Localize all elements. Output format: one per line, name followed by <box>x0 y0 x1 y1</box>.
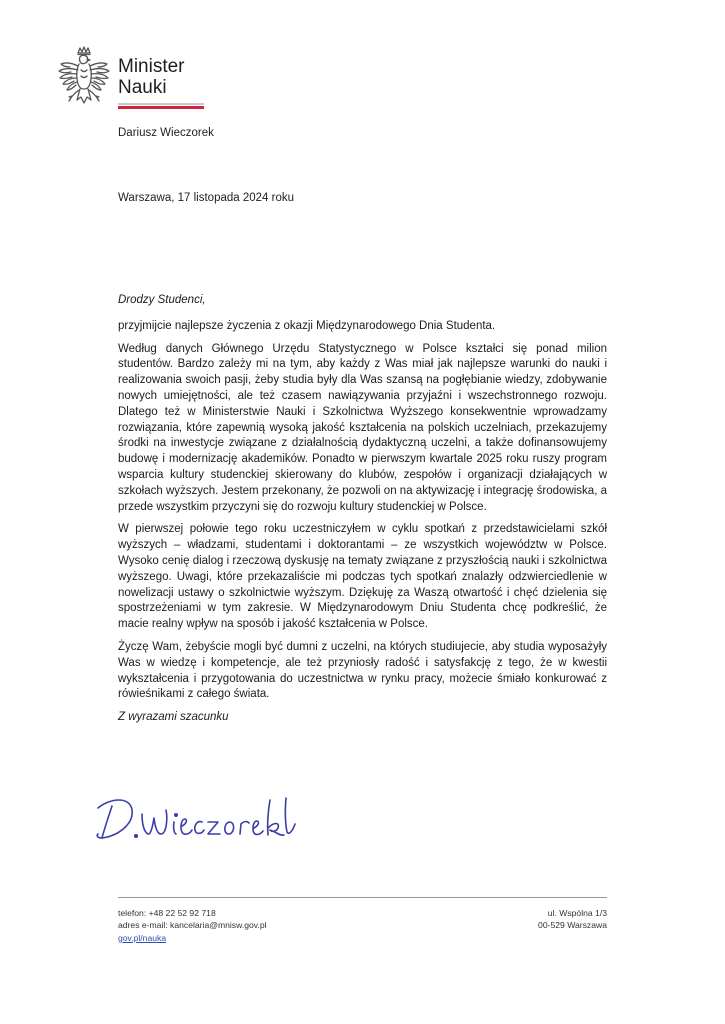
paragraph-3: W pierwszej połowie tego roku uczestniczyłem w cyklu spotkań z przedstawicielami szkół wyższych – władzami, studentami i doktorantami – ze wszystkich województw w Polsce. Wysoko cenię dialog i rzeczową dyskusję na tematy związane z przyszłością nauki i szkolnictwa wyższego. Uwagi, które przekazaliście mi podczas tych spotkań znalazły odzwierciedlenie w nowelizacji ustawy o szkolnictwie wyższym. Dziękuję za Waszą otwartość i chęć dzielenia się spostrzeżeniami w tym zakresie. W Międzynarodowym Dniu Studenta chcę podkreślić, że macie realny wpływ na sposób i jakość kształcenia w Polsce. <box>118 523 607 631</box>
letter-body <box>118 293 607 726</box>
footer-website-link[interactable]: gov.pl/nauka <box>118 932 167 943</box>
flag-stripe-red <box>118 106 204 109</box>
salutation: Drodzy Studenci, <box>118 294 206 306</box>
footer-address <box>538 907 607 932</box>
paragraph-4: Życzę Wam, żebyście mogli być dumni z uczelni, na których studiujecie, aby studia wyposażyły Was w wiedzę i kompetencje, ale też przyniosły radość i satysfakcję z tego, że w kwestii wykształcenia i przygotowania do uczestnictwa w rynku pracy, możecie śmiało konkurować z rówieśnikami z całego świata. <box>118 640 607 701</box>
closing-line: Z wyrazami szacunku <box>118 711 229 724</box>
footer-street: ul. Wspólna 1/3 <box>547 908 607 918</box>
footer-divider <box>118 897 607 898</box>
ministry-line-2: Nauki <box>118 77 167 98</box>
footer-phone: telefon: +48 22 52 92 718 <box>118 908 216 918</box>
paragraph-2: Według danych Głównego Urzędu Statystycznego w Polsce kształci się ponad milion studentów. Bardzo zależy mi na tym, aby każdy z Was miał jak najlepsze warunki do nauki i realizowania swoich pasji, żeby studia były dla Was szansą na pogłębianie wiedzy, zdobywanie nowych umiejętności, ale też czasem nawiązywania przyjaźni i wszechstronnego rozwoju. Dlatego też w Ministerstwie Nauki i Szkolnictwa Wyższego konsekwentnie wprowadzamy rozwiązania, które zapewnią wysoką jakość kształcenia na polskich uczelniach, przekazujemy środki na inwestycje związane z działalnością dydaktyczną uczelni, a także dofinansowujemy budowę i modernizację akademików. Ponadto w pierwszym kwartale 2025 roku ruszy program wsparcia kultury studenckiej skierowany do klubów, zespołów i organizacji działających w szkołach wyższych. Jestem przekonany, że pozwoli on na aktywizację i integrację środowiska, a przede wszystkim przyczyni się do rozwoju kultury studenckiej w Polsce. <box>118 342 607 513</box>
letter-date: Warszawa, 17 listopada 2024 roku <box>118 192 295 204</box>
paragraph-1: przyjmijcie najlepsze życzenia z okazji Międzynarodowego Dnia Studenta. <box>118 319 496 332</box>
flag-stripe-gray <box>118 103 204 105</box>
minister-name: Dariusz Wieczorek <box>118 127 214 139</box>
ministry-line-1: Minister <box>118 56 185 77</box>
footer-city: 00-529 Warszawa <box>538 920 607 931</box>
footer-contact <box>118 907 267 944</box>
handwritten-signature-icon <box>90 778 320 848</box>
flag-bar <box>118 103 204 109</box>
ministry-title <box>118 56 185 98</box>
footer-email: adres e-mail: kancelaria@mnisw.gov.pl <box>118 920 267 931</box>
polish-eagle-icon <box>57 46 111 114</box>
